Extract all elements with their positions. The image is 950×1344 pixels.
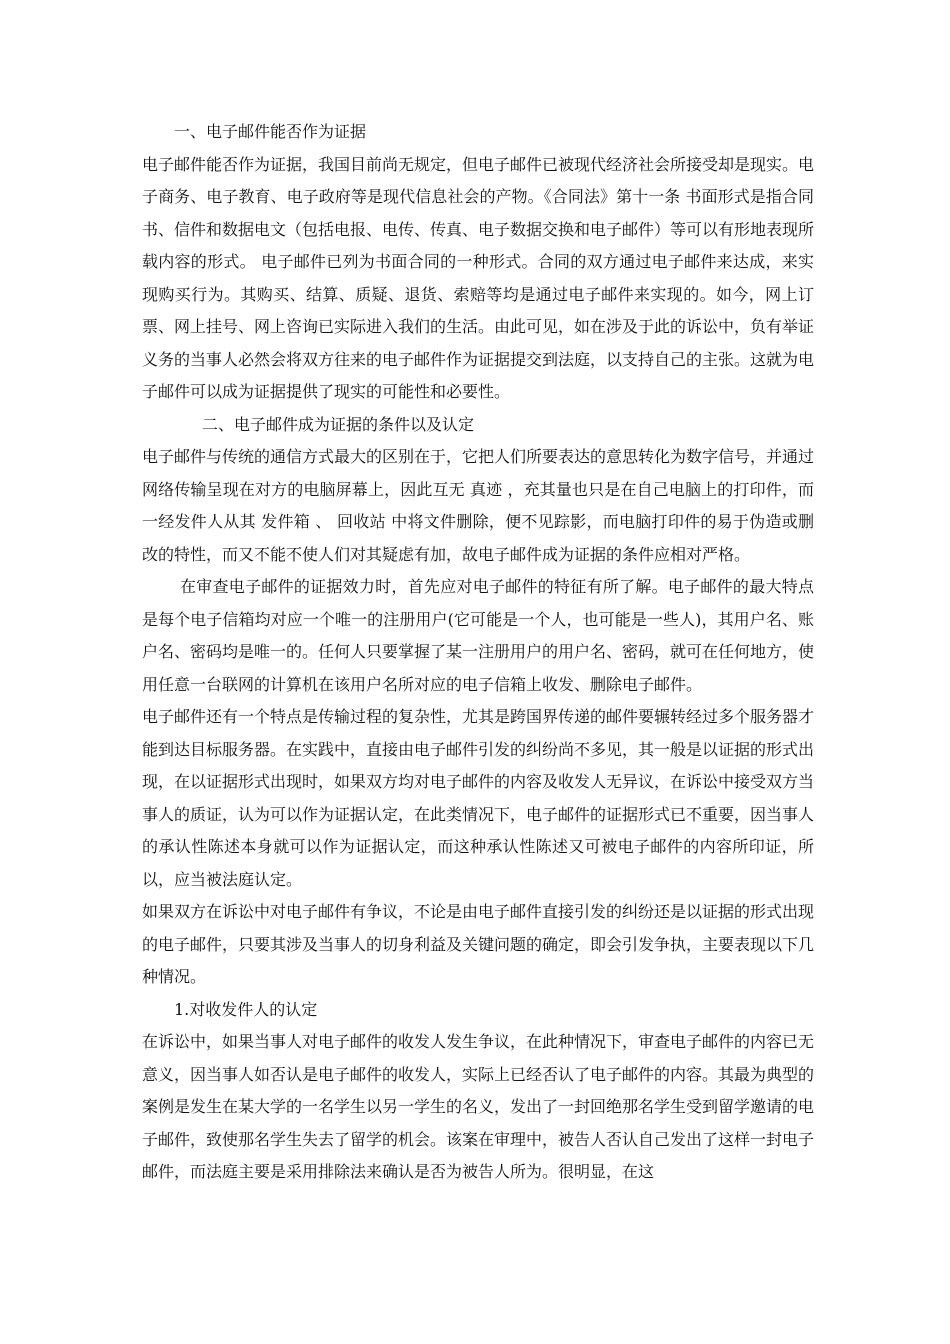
paragraph-4: 电子邮件还有一个特点是传输过程的复杂性，尤其是跨国界传递的邮件要辗转经过多个服务器才能到达目标服务器。在实践中，直接由电子邮件引发的纠纷尚不多见，其一般是以证据的形式出现，在以证据形式出现时，如果双方均对电子邮件的内容及收发人无异议，在诉讼中接受双方当事人的质证，认为可以作为证据认定，在此类情况下，电子邮件的证据形式已不重要，因当事人的承认性陈述本身就可以作为证据认定，而这种承认性陈述又可被电子邮件的内容所印证，所以，应当被法庭认定。 xyxy=(142,707,815,889)
section-heading-2: 二、电子邮件成为证据的条件以及认定 xyxy=(202,414,475,434)
paragraph-5: 如果双方在诉讼中对电子邮件有争议，不论是由电子邮件直接引发的纠纷还是以证据的形式出现的电子邮件，只要其涉及当事人的切身利益及关键问题的确定，即会引发争执，主要表现以下几种情况。 xyxy=(142,902,815,986)
section-heading-1: 一、电子邮件能否作为证据 xyxy=(174,122,367,141)
paragraph-2: 电子邮件与传统的通信方式最大的区别在于，它把人们所要表达的意思转化为数字信号，并通过网络传输呈现在对方的电脑屏幕上，因此互无 真迹 ，充其量也只是在自己电脑上的打印件，而一经发件人从其 发件箱 、 回收站 中将文件删除，便不见踪影，而电脑打印件的易于伪造或删改的特性，而又不能不使人们对其疑虑有加，故电子邮件成为证据的条件应相对严格。 xyxy=(142,447,815,564)
document-body xyxy=(142,116,814,1189)
paragraph-1: 电子邮件能否作为证据，我国目前尚无规定，但电子邮件已被现代经济社会所接受却是现实。电子商务、电子教育、电子政府等是现代信息社会的产物。《合同法》第十一条 书面形式是指合同书、信件和数据电文（包括电报、电传、传真、电子数据交换和电子邮件）等可以有形地表现所载内容的形式。 电子邮件已列为书面合同的一种形式。合同的双方通过电子邮件来达成，来实现购买行为。其购买、结算、质疑、退货、索赔等均是通过电子邮件来实现的。如今，网上订票、网上挂号、网上咨询已实际进入我们的生活。由此可见，如在涉及于此的诉讼中，负有举证义务的当事人必然会将双方往来的电子邮件作为证据提交到法庭，以支持自己的主张。这就为电子邮件可以成为证据提供了现实的可能性和必要性。 xyxy=(142,154,815,401)
subheading-1: 1.对收发件人的认定 xyxy=(174,999,318,1019)
paragraph-3: 在审查电子邮件的证据效力时，首先应对电子邮件的特征有所了解。电子邮件的最大特点是每个电子信箱均对应一个唯一的注册用户(它可能是一个人，也可能是一些人)，其用户名、账户名、密码均是唯一的。任何人只要掌握了某一注册用户的用户名、密码，就可在任何地方，使用任意一台联网的计算机在该用户名所对应的电子信箱上收发、删除电子邮件。 xyxy=(142,577,815,694)
paragraph-6: 在诉讼中，如果当事人对电子邮件的收发人发生争议，在此种情况下，审查电子邮件的内容已无意义，因当事人如否认是电子邮件的收发人，实际上已经否认了电子邮件的内容。其最为典型的案例是发生在某大学的一名学生以另一学生的名义，发出了一封回绝那名学生受到留学邀请的电子邮件，致使那名学生失去了留学的机会。该案在审理中，被告人否认自己发出了这样一封电子邮件，而法庭主要是采用排除法来确认是否为被告人所为。很明显，在这 xyxy=(142,1032,815,1181)
